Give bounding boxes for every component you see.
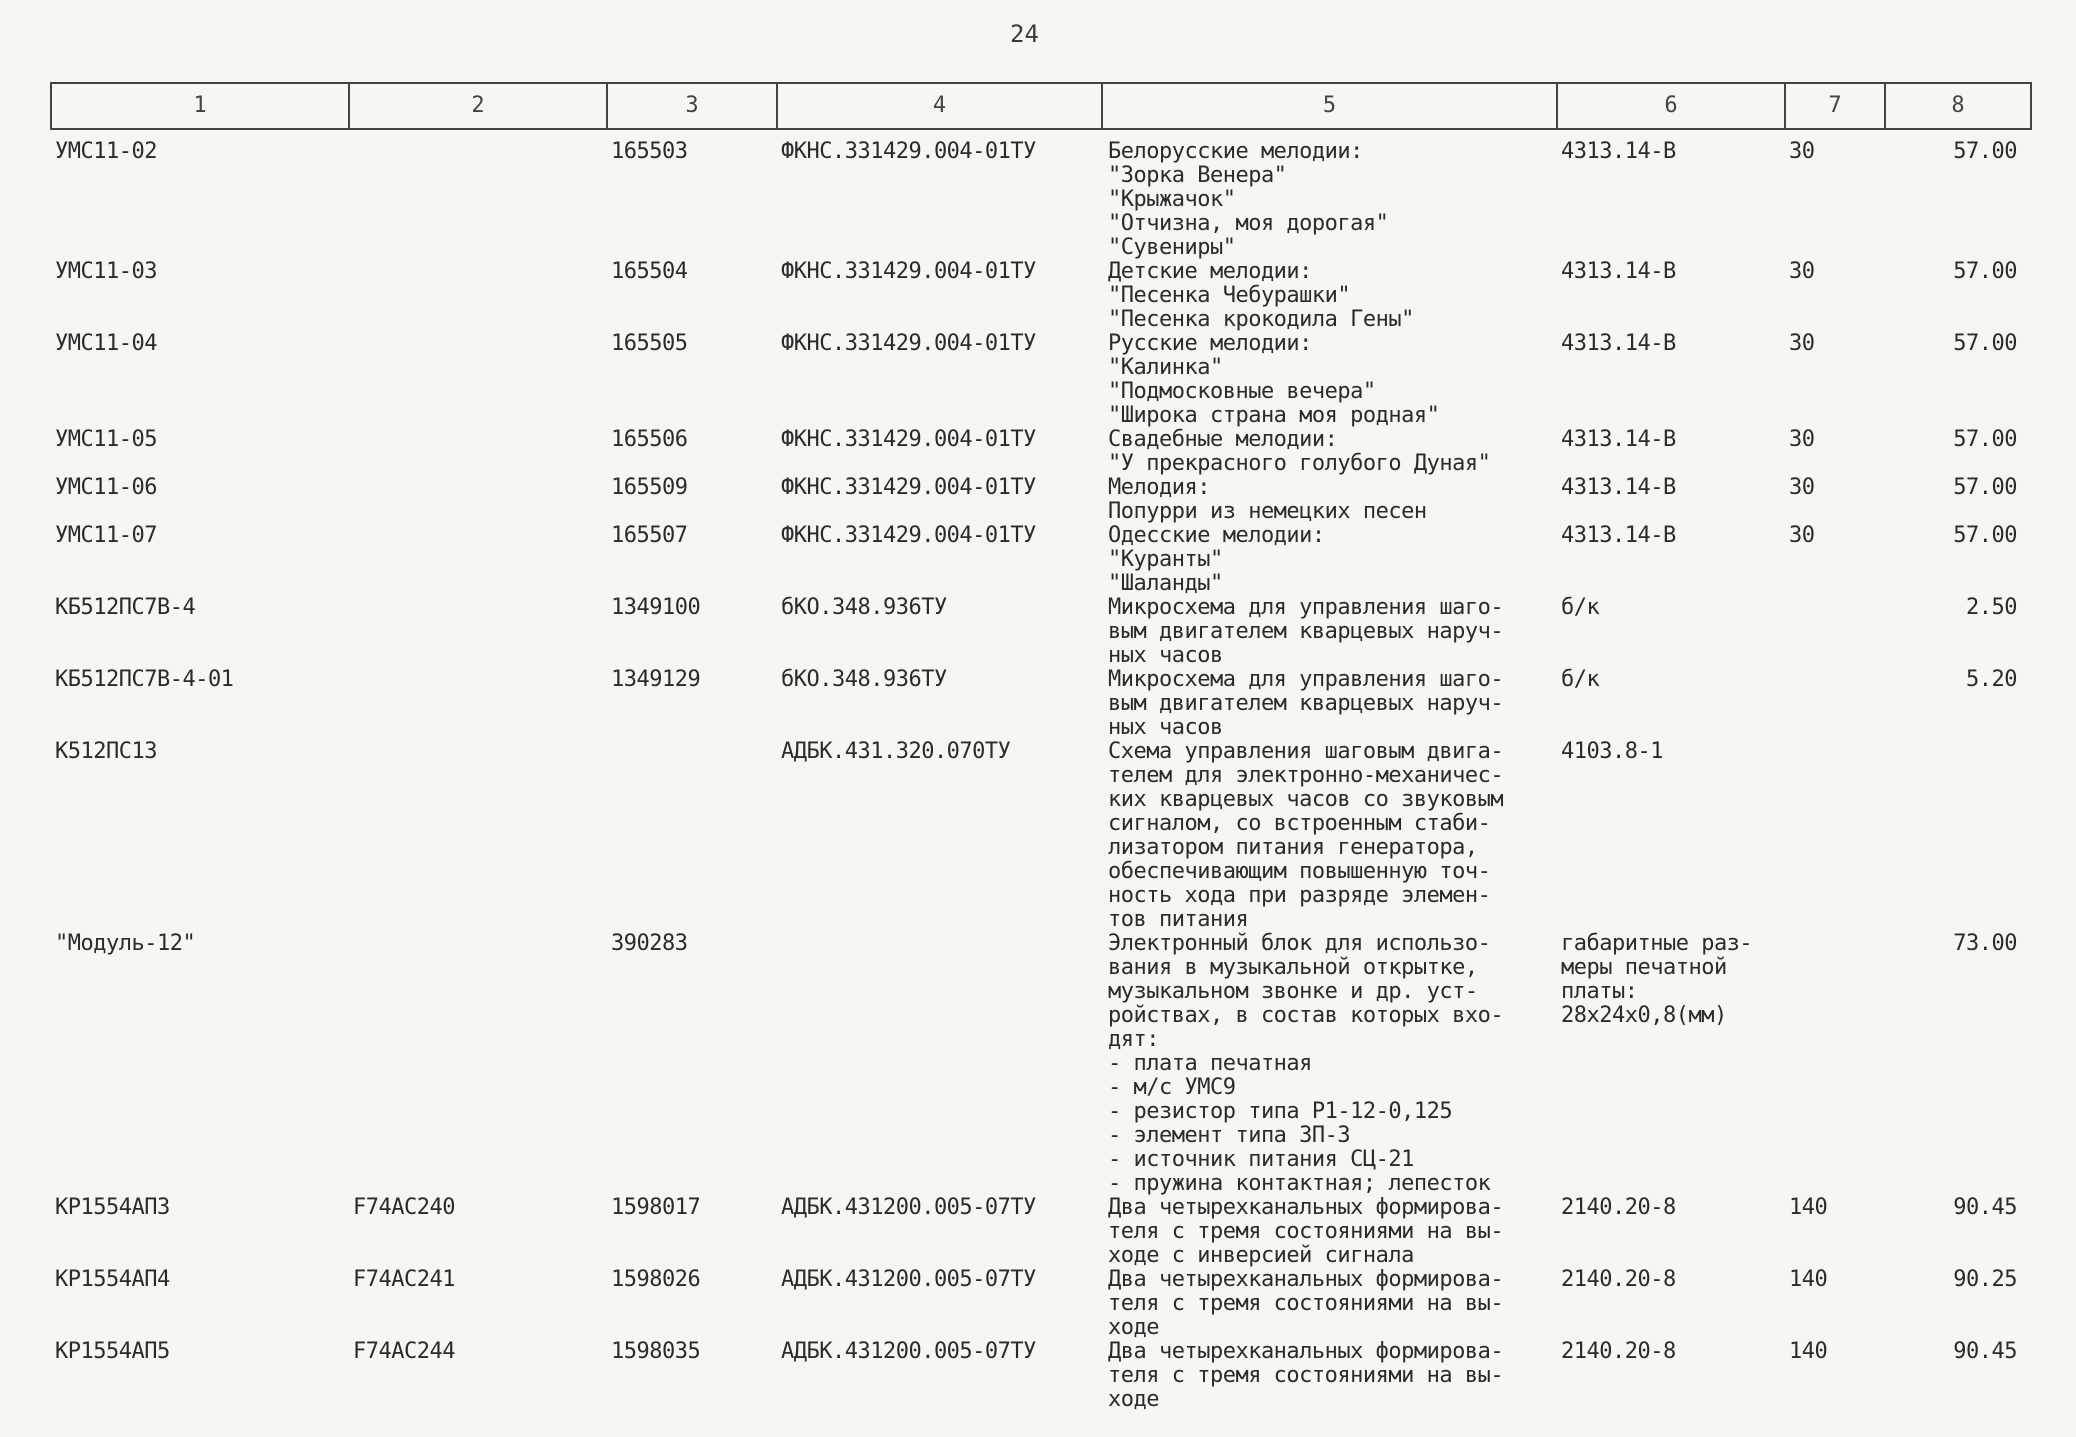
column-header: 5 [1102, 83, 1557, 129]
cell-code: 1349129 [611, 667, 701, 692]
cell-qty: 140 [1789, 1339, 1828, 1364]
cell-code: 165509 [611, 475, 688, 500]
cell-price [1885, 740, 2031, 932]
cell-description: Детские мелодии: "Песенка Чебурашки" "Песенка крокодила Гены" [1108, 259, 1414, 332]
cell-analog [349, 740, 607, 932]
cell-analog [349, 332, 607, 428]
cell-designation: УМС11-07 [55, 523, 157, 548]
cell-code: 165507 [611, 523, 688, 548]
header-row [51, 83, 2031, 129]
cell-code: 1598035 [611, 1339, 701, 1364]
cell-spec: АДБК.431200.005-07ТУ [781, 1195, 1036, 1220]
cell-designation: УМС11-03 [55, 259, 157, 284]
column-header: 4 [777, 83, 1102, 129]
cell-analog: F74AC241 [353, 1267, 455, 1292]
cell-analog [349, 428, 607, 476]
column-header: 1 [51, 83, 349, 129]
cell-description: Свадебные мелодии: "У прекрасного голубого Дуная" [1108, 427, 1491, 476]
cell-spec: ФКНС.331429.004-01ТУ [781, 139, 1036, 164]
cell-analog [349, 524, 607, 596]
cell-spec: АДБК.431.320.070ТУ [781, 739, 1011, 764]
cell-spec: АДБК.431200.005-07ТУ [781, 1339, 1036, 1364]
cell-qty: 30 [1789, 427, 1815, 452]
cell-analog [349, 596, 607, 668]
cell-package: 4313.14-В [1561, 259, 1676, 284]
cell-description: Два четырехканальных формирова- теля с тремя состояниями на вы- ходе [1108, 1339, 1504, 1412]
cell-qty [1785, 932, 1885, 1196]
cell-analog: F74AC244 [353, 1339, 455, 1364]
cell-designation: УМС11-06 [55, 475, 157, 500]
table-row [51, 1196, 2031, 1268]
column-header: 8 [1885, 83, 2031, 129]
cell-description: Электронный блок для использо- вания в музыкальной открытке, музыкальном звонке и др. уст- ройствах, в состав которых вхо- дят: - плата печатная - м/с УМС9 - резистор типа Р1-12-0,125 - элемент типа ЗП-3 - источник питания СЦ-21 - пружина контактная; лепесток [1108, 931, 1504, 1196]
cell-price: 5.20 [1966, 667, 2017, 692]
table-row [51, 476, 2031, 524]
table-row [51, 332, 2031, 428]
cell-designation: УМС11-04 [55, 331, 157, 356]
cell-qty: 30 [1789, 139, 1815, 164]
column-header: 2 [349, 83, 607, 129]
cell-analog [349, 260, 607, 332]
cell-package: 2140.20-8 [1561, 1339, 1676, 1364]
cell-spec: ФКНС.331429.004-01ТУ [781, 331, 1036, 356]
cell-package: 4313.14-В [1561, 331, 1676, 356]
cell-designation: КБ512ПС7В-4-01 [55, 667, 234, 692]
cell-package: 4313.14-В [1561, 139, 1676, 164]
cell-spec: ФКНС.331429.004-01ТУ [781, 523, 1036, 548]
cell-price: 90.45 [1953, 1339, 2017, 1364]
cell-code: 1598026 [611, 1267, 701, 1292]
cell-description: Два четырехканальных формирова- теля с тремя состояниями на вы- ходе с инверсией сигнала [1108, 1195, 1504, 1268]
cell-qty: 30 [1789, 523, 1815, 548]
cell-designation: "Модуль-12" [55, 931, 196, 956]
cell-designation: УМС11-02 [55, 139, 157, 164]
cell-designation: КБ512ПС7В-4 [55, 595, 196, 620]
cell-spec: ФКНС.331429.004-01ТУ [781, 475, 1036, 500]
cell-price: 57.00 [1953, 331, 2017, 356]
cell-qty: 30 [1789, 259, 1815, 284]
cell-analog: F74AC240 [353, 1195, 455, 1220]
table-row [51, 524, 2031, 596]
cell-package: 4313.14-В [1561, 523, 1676, 548]
cell-price: 57.00 [1953, 427, 2017, 452]
cell-code: 165505 [611, 331, 688, 356]
cell-code: 390283 [611, 931, 688, 956]
cell-price: 57.00 [1953, 475, 2017, 500]
cell-code: 165506 [611, 427, 688, 452]
cell-spec: ФКНС.331429.004-01ТУ [781, 427, 1036, 452]
table-row [51, 1268, 2031, 1340]
cell-package: б/к [1561, 595, 1600, 620]
table-row [51, 668, 2031, 740]
cell-code: 1598017 [611, 1195, 701, 1220]
cell-description: Русские мелодии: "Калинка" "Подмосковные вечера" "Широка страна моя родная" [1108, 331, 1440, 428]
cell-package: габаритные раз- меры печатной платы: 28х24х0,8(мм) [1561, 931, 1753, 1028]
table-row [51, 740, 2031, 932]
cell-package: 4103.8-1 [1561, 739, 1663, 764]
cell-description: Два четырехканальных формирова- теля с тремя состояниями на вы- ходе [1108, 1267, 1504, 1340]
cell-designation: КР1554АП4 [55, 1267, 170, 1292]
column-header: 3 [607, 83, 777, 129]
cell-qty: 140 [1789, 1267, 1828, 1292]
catalog-table [50, 82, 2032, 1412]
cell-qty [1785, 740, 1885, 932]
cell-price: 90.45 [1953, 1195, 2017, 1220]
table-row [51, 596, 2031, 668]
cell-package: 4313.14-В [1561, 427, 1676, 452]
table-row [51, 129, 2031, 260]
cell-package: 4313.14-В [1561, 475, 1676, 500]
table-row [51, 428, 2031, 476]
cell-code: 165504 [611, 259, 688, 284]
cell-description: Мелодия: Попурри из немецких песен [1108, 475, 1427, 524]
cell-price: 90.25 [1953, 1267, 2017, 1292]
cell-analog [349, 129, 607, 260]
cell-description: Белорусские мелодии: "Зорка Венера" "Крыжачок" "Отчизна, моя дорогая" "Сувениры" [1108, 139, 1389, 260]
table-row [51, 1340, 2031, 1412]
cell-price: 2.50 [1966, 595, 2017, 620]
cell-spec: бКО.348.936ТУ [781, 595, 947, 620]
cell-code [607, 740, 777, 932]
cell-package: б/к [1561, 667, 1600, 692]
column-header: 7 [1785, 83, 1885, 129]
cell-spec: АДБК.431200.005-07ТУ [781, 1267, 1036, 1292]
cell-analog [349, 932, 607, 1196]
cell-price: 57.00 [1953, 259, 2017, 284]
cell-qty [1785, 596, 1885, 668]
cell-designation: УМС11-05 [55, 427, 157, 452]
cell-code: 165503 [611, 139, 688, 164]
cell-package: 2140.20-8 [1561, 1267, 1676, 1292]
cell-spec [777, 932, 1102, 1196]
cell-designation: КР1554АП5 [55, 1339, 170, 1364]
cell-analog [349, 668, 607, 740]
cell-analog [349, 476, 607, 524]
cell-qty: 30 [1789, 331, 1815, 356]
cell-designation: КР1554АП3 [55, 1195, 170, 1220]
cell-description: Одесские мелодии: "Куранты" "Шаланды" [1108, 523, 1325, 596]
cell-qty [1785, 668, 1885, 740]
table-row [51, 260, 2031, 332]
column-header: 6 [1557, 83, 1785, 129]
cell-price: 57.00 [1953, 139, 2017, 164]
cell-description: Микросхема для управления шаго- вым двигателем кварцевых наруч- ных часов [1108, 667, 1504, 740]
cell-description: Схема управления шаговым двига- телем для электронно-механичес- ких кварцевых часов со звуковым сигналом, со встроенным стаби- лизатором питания генератора, обеспечивающим повышенную точ- ность хода при разряде элемен- тов питания [1108, 739, 1504, 932]
page-number: 24 [1010, 20, 1039, 48]
cell-spec: бКО.348.936ТУ [781, 667, 947, 692]
cell-spec: ФКНС.331429.004-01ТУ [781, 259, 1036, 284]
cell-qty: 140 [1789, 1195, 1828, 1220]
cell-price: 73.00 [1953, 931, 2017, 956]
cell-package: 2140.20-8 [1561, 1195, 1676, 1220]
table-row [51, 932, 2031, 1196]
cell-code: 1349100 [611, 595, 701, 620]
cell-description: Микросхема для управления шаго- вым двигателем кварцевых наруч- ных часов [1108, 595, 1504, 668]
cell-qty: 30 [1789, 475, 1815, 500]
cell-price: 57.00 [1953, 523, 2017, 548]
cell-designation: К512ПС13 [55, 739, 157, 764]
